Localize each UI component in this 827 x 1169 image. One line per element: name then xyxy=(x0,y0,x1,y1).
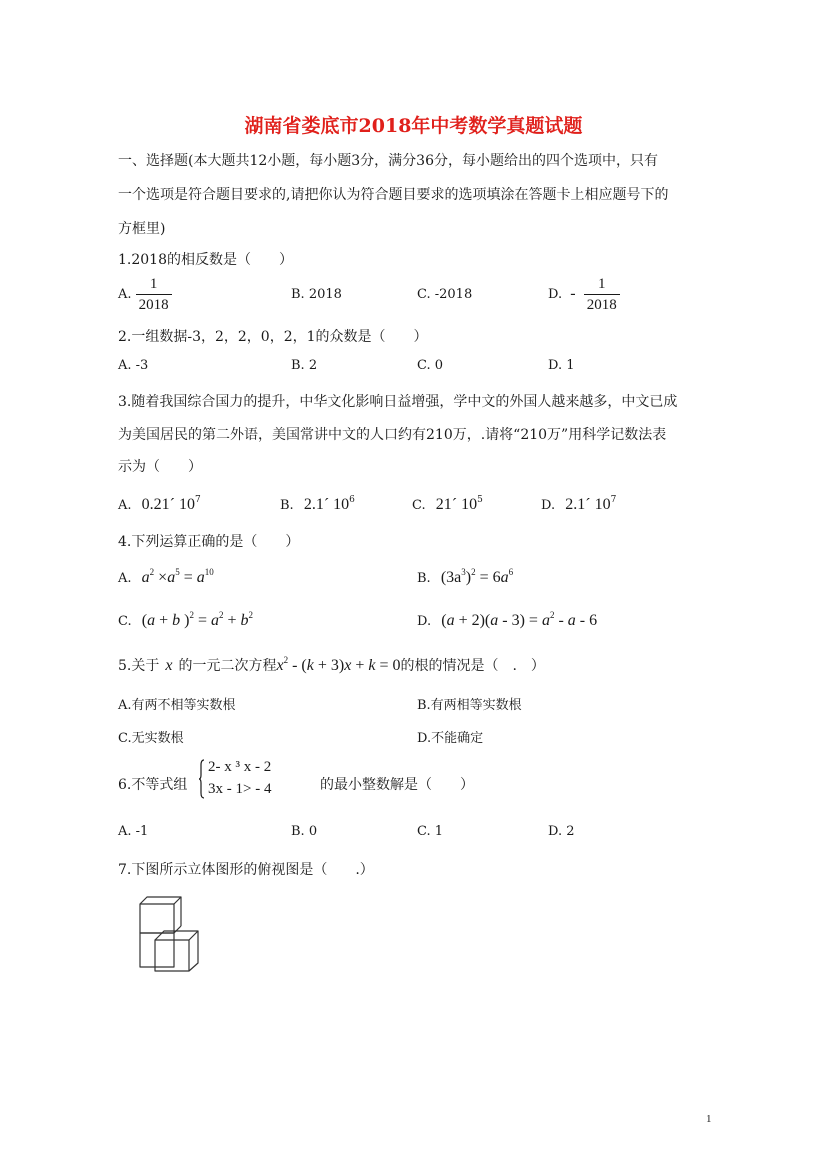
brace-icon xyxy=(199,759,205,799)
question-3-line2: 为美国居民的第二外语，美国常讲中文的人口约有210万，.请将“210万”用科学记数法表 xyxy=(118,427,667,443)
question-6-option-d: D. 2 xyxy=(548,824,575,839)
question-2-option-d: D. 1 xyxy=(548,358,575,373)
option-b-label: B. xyxy=(280,498,294,513)
section-intro-line2: 一个选项是符合题目要求的,请把你认为符合题目要求的选项填涂在答题卡上相应题号下的 xyxy=(118,187,669,203)
stem-suffix: 的根的情况是（ . ） xyxy=(400,658,545,674)
quadratic-equation: $x^2 - (k + 3)x + k = 0$ xyxy=(276,655,401,674)
question-4-option-a xyxy=(118,569,214,587)
3d-cube-figure xyxy=(130,893,220,975)
section-intro-line1: 一、选择题(本大题共12小题，每小题3分，满分36分，每小题给出的四个选项中，只有 xyxy=(118,153,658,169)
question-3-option-d xyxy=(541,496,616,514)
option-b-exponent: 6 xyxy=(349,495,355,505)
fraction-d-numerator: 1 xyxy=(597,276,606,292)
question-2-option-c: C. 0 xyxy=(417,358,444,373)
option-b-math: $(3a^3)^2 = 6a^6$ xyxy=(440,567,514,586)
option-c-label: C. xyxy=(118,614,132,629)
question-6-stem-suffix: 的最小整数解是（ ） xyxy=(320,777,474,793)
inequality-1: 2- x ³ x - 2 xyxy=(208,759,272,775)
question-5-option-c: C.无实数根 xyxy=(118,731,184,746)
question-5-option-a: A.有两不相等实数根 xyxy=(118,698,236,713)
question-4-option-d xyxy=(417,612,597,630)
page-number: 1 xyxy=(706,1113,712,1125)
question-2-option-a: A. -3 xyxy=(118,358,149,373)
question-3-option-b xyxy=(280,496,355,514)
minus-sign: - xyxy=(570,285,576,302)
option-c-math: (a + b )$^2 = a^2 + b^2$ xyxy=(141,610,254,629)
question-1-option-a xyxy=(118,275,172,314)
question-6-stem-prefix: 6.不等式组 xyxy=(118,777,188,793)
option-a-exponent: 7 xyxy=(195,495,201,505)
fraction-a xyxy=(136,275,172,314)
option-c-math: 21´ 10 xyxy=(435,496,478,513)
section-intro-line3: 方框里) xyxy=(118,221,166,237)
option-d-label: D. xyxy=(548,287,563,302)
inequality-system xyxy=(199,759,309,803)
option-b-math: 2.1´ 10 xyxy=(303,496,350,513)
option-a-math: 0.21´ 10 xyxy=(141,496,195,513)
inequality-2: 3x - 1> - 4 xyxy=(208,781,272,797)
question-3-line1: 3.随着我国综合国力的提升，中华文化影响日益增强，学中文的外国人越来越多，中文已成 xyxy=(118,394,678,410)
option-a-label: A. xyxy=(118,571,132,586)
question-5-option-d: D.不能确定 xyxy=(417,731,484,746)
fraction-a-numerator: 1 xyxy=(149,276,158,292)
question-3-option-c xyxy=(412,496,483,514)
question-6-option-a: A. -1 xyxy=(118,824,149,839)
stem-middle: 的一元二次方程 xyxy=(178,658,277,674)
question-2-stem: 2.一组数据-3，2，2，0，2，1的众数是（ ） xyxy=(118,329,428,345)
option-c-exponent: 5 xyxy=(477,495,483,505)
question-1-stem: 1.2018的相反数是（ ） xyxy=(118,252,293,268)
option-d-math: $(a + 2)(a - 3) = a^2 - a - 6$ xyxy=(441,610,598,629)
option-b-label: B. xyxy=(417,571,431,586)
question-7-stem: 7.下图所示立体图形的俯视图是（ .） xyxy=(118,862,374,878)
option-a-label: A. xyxy=(118,287,132,302)
question-1-option-c: C. -2018 xyxy=(417,287,473,302)
option-a-math: $a^2 \times a^5 = a^{10}$ xyxy=(141,567,214,586)
option-c-label: C. xyxy=(412,498,426,513)
question-5-stem xyxy=(118,655,545,675)
question-4-stem: 4.下列运算正确的是（ ） xyxy=(118,534,300,550)
question-3-option-a xyxy=(118,496,201,514)
fraction-d-denominator: 2018 xyxy=(586,297,617,313)
option-a-label: A. xyxy=(118,498,132,513)
option-d-math: 2.1´ 10 xyxy=(565,496,611,513)
question-3-line3: 示为（ ） xyxy=(118,459,202,475)
question-4-option-b xyxy=(417,569,513,587)
option-d-exponent: 7 xyxy=(610,495,617,505)
page-title: 湖南省娄底市2018年中考数学真题试题 xyxy=(244,115,583,137)
option-d-label: D. xyxy=(417,614,432,629)
variable-x: x xyxy=(165,657,173,674)
question-2-option-b: B. 2 xyxy=(291,358,318,373)
question-1-option-b: B. 2018 xyxy=(291,287,342,302)
question-5-option-b: B.有两相等实数根 xyxy=(417,698,522,713)
fraction-a-bar xyxy=(136,294,172,295)
question-6-option-b: B. 0 xyxy=(291,824,318,839)
question-6-option-c: C. 1 xyxy=(417,824,444,839)
option-d-label: D. xyxy=(541,498,556,513)
fraction-a-denominator: 2018 xyxy=(138,297,169,313)
fraction-d xyxy=(584,275,620,314)
question-4-option-c xyxy=(118,612,253,630)
stem-prefix: 5.关于 xyxy=(118,658,160,674)
question-1-option-d xyxy=(548,275,620,314)
fraction-d-bar xyxy=(584,294,620,295)
